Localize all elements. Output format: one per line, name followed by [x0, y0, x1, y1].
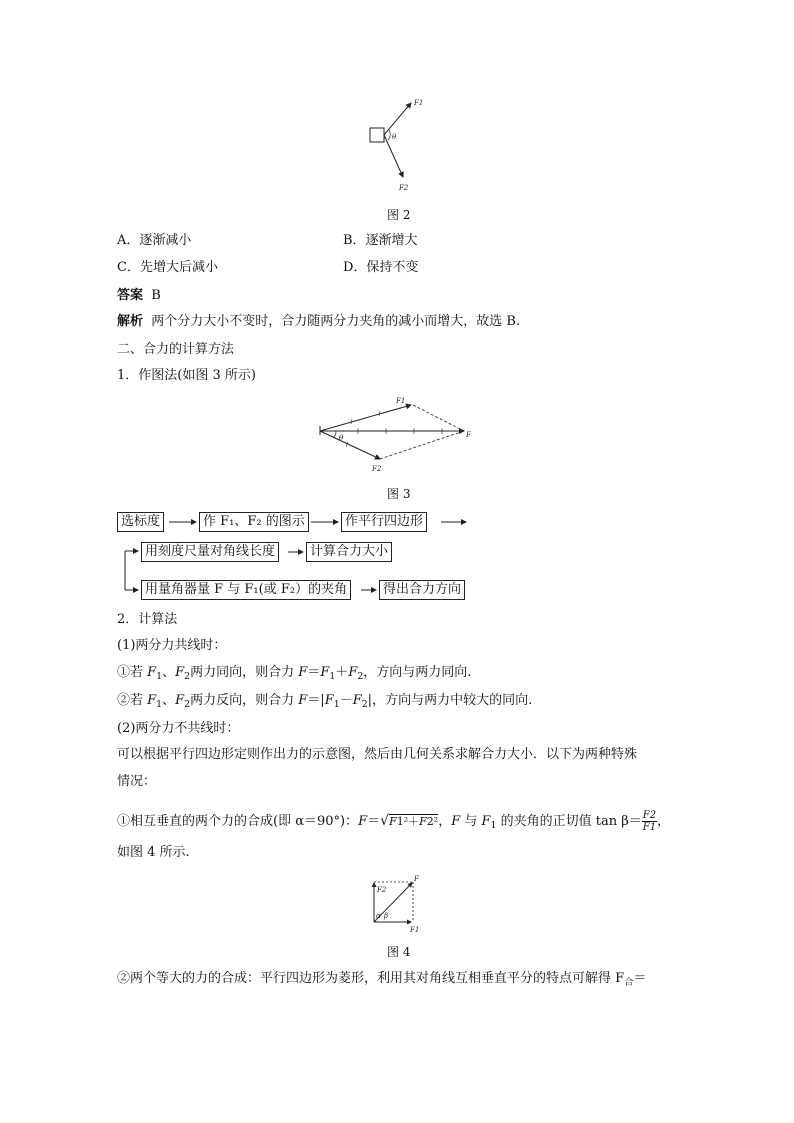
text: 两力同向，则合力: [190, 665, 299, 680]
analysis-text: 两个分力大小不变时，合力随两分力夹角的减小而增大，故选 B.: [151, 314, 521, 329]
label-f2: F2: [372, 465, 382, 473]
method-2-title: 2．计算法: [117, 612, 178, 627]
subscript: 合: [624, 977, 634, 988]
flow-step-parallelogram: 作平行四边形: [341, 512, 427, 532]
option-b: B．逐渐增大: [343, 233, 418, 248]
tan-fraction: $\frac{F2}{F1}$: [642, 810, 657, 833]
text: 两力反向，则合力: [190, 693, 299, 708]
flow-step-measure-diagonal: 用刻度尺量对角线长度: [141, 542, 279, 562]
text: 与: [460, 814, 482, 829]
noncollinear-intro: 可以根据平行四边形定则作出力的示意图，然后由几何关系求解合力大小．以下为两种特殊: [117, 747, 638, 762]
text: 的夹角的正切值 tan β＝: [496, 814, 642, 829]
label-theta: θ: [339, 434, 344, 442]
answer-value: B: [151, 288, 161, 303]
label-f: F: [466, 431, 471, 439]
text: ，方向与两力同向.: [363, 665, 472, 680]
figure-4-diagram: [368, 874, 424, 936]
text: ＝: [633, 971, 647, 986]
figure-4-caption: 图 4: [387, 945, 411, 959]
label-f2: F2: [377, 886, 387, 894]
collinear-same-line: ①若 $F_1$、$F_2$两力同向，则合力 $F=F_1+F_2$，方向与两力同向.: [117, 665, 472, 682]
perpendicular-figure-ref: 如图 4 所示.: [117, 845, 190, 860]
flow-step-draw-forces: 作 F₁、F₂ 的图示: [199, 512, 309, 532]
collinear-title: (1)两分力共线时：: [117, 638, 227, 653]
text: ，方向与两力中较大的同向.: [372, 693, 533, 708]
text: ①相互垂直的两个力的合成(即 α＝90°)：: [117, 814, 359, 829]
section-2-title: 二、合力的计算方法: [117, 342, 235, 357]
flow-step-compute-magnitude: 计算合力大小: [306, 542, 392, 562]
answer-label: 答案: [117, 288, 144, 303]
label-theta: θ: [392, 133, 397, 141]
label-f1: F1: [414, 99, 424, 107]
perpendicular-line: ①相互垂直的两个力的合成(即 α＝90°)：F＝√F1²＋F2²，F 与 $F_1$ 的夹角的正切值 tan β＝ $\frac{F2}{F1}$ ，: [117, 810, 671, 833]
figure-2-caption: 图 2: [387, 208, 411, 222]
flow-step-direction: 得出合力方向: [379, 580, 465, 600]
flow-step-measure-angle: 用量角器量 F 与 F₁(或 F₂）的夹角: [141, 580, 351, 600]
option-a: A．逐渐减小: [117, 233, 192, 248]
option-c: C．先增大后减小: [117, 260, 218, 275]
method-1-title: 1．作图法(如图 3 所示): [117, 368, 256, 383]
text: ①若: [117, 665, 148, 680]
label-f1: F1: [396, 397, 406, 405]
noncollinear-intro-2: 情况：: [117, 774, 157, 789]
text: ，: [438, 814, 452, 829]
text: ②两个等大的力的合成：平行四边形为菱形，利用其对角线互相垂直平分的特点可解得 F: [117, 971, 625, 986]
label-alpha: α: [376, 912, 381, 920]
label-f: F: [414, 875, 419, 883]
text: ，: [657, 814, 671, 829]
label-f2: F2: [399, 184, 409, 192]
option-d: D．保持不变: [343, 260, 419, 275]
analysis-label: 解析: [117, 314, 144, 329]
figure-3-caption: 图 3: [387, 487, 411, 501]
text: ②若: [117, 693, 148, 708]
noncollinear-title: (2)两分力不共线时：: [117, 721, 240, 736]
label-f1: F1: [410, 926, 420, 934]
label-beta: β: [384, 912, 389, 920]
collinear-opposite-line: ②若 $F_1$、$F_2$两力反向，则合力 $F=|F_1-F_2|$，方向与两力中较大的同向.: [117, 693, 533, 710]
flow-step-select-scale: 选标度: [117, 512, 164, 532]
equal-forces-line: [117, 970, 647, 989]
